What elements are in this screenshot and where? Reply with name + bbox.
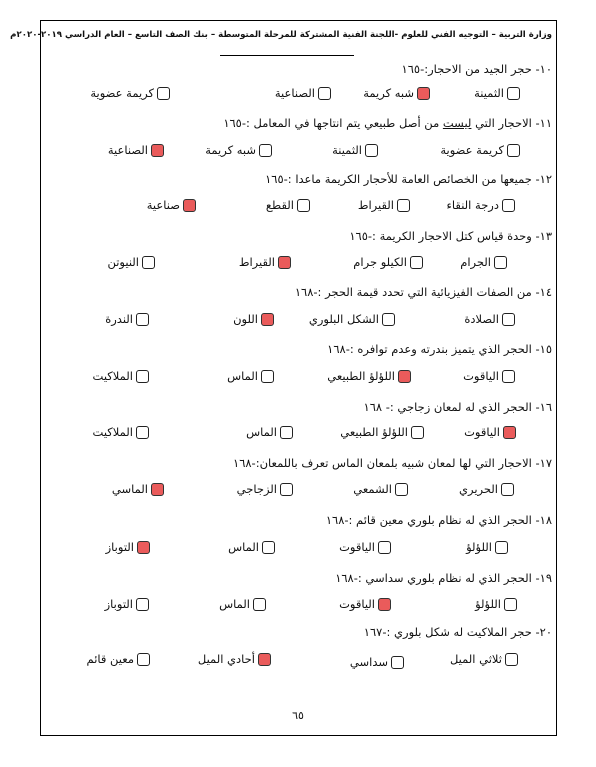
checkbox[interactable]: [280, 426, 293, 439]
question-10: ١٠- حجر الجيد من الاحجار:-١٦٥: [401, 62, 552, 76]
q19-option-4[interactable]: التوباز: [105, 597, 149, 611]
q12-option-1[interactable]: درجة النقاء: [446, 198, 515, 212]
checkbox[interactable]: [262, 541, 275, 554]
checkbox[interactable]: [297, 199, 310, 212]
checkbox[interactable]: [157, 87, 170, 100]
checkbox-selected[interactable]: [137, 541, 150, 554]
checkbox-selected[interactable]: [278, 256, 291, 269]
checkbox[interactable]: [382, 313, 395, 326]
question-11: ١١- الاحجار التي ليست من أصل طبيعي يتم انتاجها في المعامل :-١٦٥: [223, 116, 552, 130]
checkbox[interactable]: [411, 426, 424, 439]
checkbox-selected[interactable]: [398, 370, 411, 383]
q20-option-2[interactable]: سداسي: [350, 655, 404, 669]
q11-option-2[interactable]: الثمينة: [332, 143, 378, 157]
q13-option-4[interactable]: النيوتن: [107, 255, 155, 269]
checkbox[interactable]: [505, 653, 518, 666]
checkbox[interactable]: [397, 199, 410, 212]
q13-option-2[interactable]: الكيلو جرام: [353, 255, 423, 269]
q11-option-3[interactable]: شبه كريمة: [205, 143, 272, 157]
q15-option-4[interactable]: الملاكيت: [93, 369, 149, 383]
checkbox[interactable]: [507, 87, 520, 100]
q19-option-2[interactable]: الياقوت: [339, 597, 391, 611]
checkbox[interactable]: [136, 313, 149, 326]
q12-option-3[interactable]: القطع: [266, 198, 310, 212]
checkbox[interactable]: [365, 144, 378, 157]
q12-option-4[interactable]: صناعية: [147, 198, 196, 212]
question-17: ١٧- الاحجار التي لها لمعان شبيه بلمعان الماس تعرف باللمعان:-١٦٨: [233, 456, 552, 470]
checkbox[interactable]: [136, 598, 149, 611]
q16-option-2[interactable]: اللؤلؤ الطبيعي: [340, 425, 424, 439]
q10-option-3[interactable]: الصناعية: [275, 86, 331, 100]
checkbox[interactable]: [137, 653, 150, 666]
question-13: ١٣- وحدة قياس كتل الاحجار الكريمة :-١٦٥: [349, 229, 552, 243]
q11-option-1[interactable]: كريمة عضوية: [440, 143, 520, 157]
q16-option-3[interactable]: الماس: [246, 425, 293, 439]
checkbox-selected[interactable]: [151, 483, 164, 496]
checkbox[interactable]: [378, 541, 391, 554]
checkbox[interactable]: [253, 598, 266, 611]
question-20: ٢٠- حجر الملاكيت له شكل بلوري :-١٦٧: [363, 625, 552, 639]
checkbox[interactable]: [280, 483, 293, 496]
checkbox[interactable]: [136, 370, 149, 383]
header-underline: [220, 55, 354, 56]
q20-option-4[interactable]: معين قائم: [87, 652, 150, 666]
q17-option-2[interactable]: الشمعي: [353, 482, 408, 496]
q18-option-3[interactable]: الماس: [228, 540, 275, 554]
question-12: ١٢- جميعها من الخصائص العامة للأحجار الكريمة ماعدا :-١٦٥: [265, 172, 552, 186]
q13-option-3[interactable]: القيراط: [239, 255, 291, 269]
q14-option-3[interactable]: اللون: [233, 312, 274, 326]
checkbox[interactable]: [507, 144, 520, 157]
checkbox[interactable]: [142, 256, 155, 269]
page-header: وزارة التربية – التوجيه الفني للعلوم -اللجنة الفنية المشتركة للمرحلة المتوسطة – بنك الصف التاسع – العام الدراسي ٢٠١٩-٢٠٢٠م: [10, 30, 552, 40]
q20-option-3[interactable]: أحادي الميل: [198, 652, 271, 666]
q20-option-1[interactable]: ثلاثي الميل: [450, 652, 518, 666]
q18-option-1[interactable]: اللؤلؤ: [466, 540, 508, 554]
checkbox[interactable]: [395, 483, 408, 496]
q10-option-1[interactable]: الثمينة: [474, 86, 520, 100]
checkbox[interactable]: [410, 256, 423, 269]
checkbox-selected[interactable]: [378, 598, 391, 611]
q17-option-1[interactable]: الحريري: [459, 482, 514, 496]
question-19: ١٩- الحجر الذي له نظام بلوري سداسي :-١٦٨: [335, 571, 552, 585]
checkbox-selected[interactable]: [258, 653, 271, 666]
q15-option-1[interactable]: الياقوت: [463, 369, 515, 383]
checkbox[interactable]: [391, 656, 404, 669]
checkbox[interactable]: [504, 598, 517, 611]
q10-option-2[interactable]: شبه كريمة: [363, 86, 430, 100]
checkbox[interactable]: [502, 313, 515, 326]
q19-option-1[interactable]: اللؤلؤ: [475, 597, 517, 611]
checkbox[interactable]: [259, 144, 272, 157]
q12-option-2[interactable]: القيراط: [358, 198, 410, 212]
page-number: ٦٥: [292, 709, 304, 722]
q15-option-3[interactable]: الماس: [227, 369, 274, 383]
question-15: ١٥- الحجر الذي يتميز بندرته وعدم توافره :-١٦٨: [327, 342, 552, 356]
q11-option-4[interactable]: الصناعية: [108, 143, 164, 157]
question-16: ١٦- الحجر الذي له لمعان زجاجي :- ١٦٨: [363, 400, 552, 414]
checkbox[interactable]: [502, 199, 515, 212]
q16-option-4[interactable]: الملاكيت: [93, 425, 149, 439]
checkbox[interactable]: [495, 541, 508, 554]
checkbox-selected[interactable]: [261, 313, 274, 326]
q19-option-3[interactable]: الماس: [219, 597, 266, 611]
checkbox[interactable]: [261, 370, 274, 383]
q14-option-4[interactable]: الندرة: [105, 312, 149, 326]
q15-option-2[interactable]: اللؤلؤ الطبيعي: [327, 369, 411, 383]
checkbox-selected[interactable]: [417, 87, 430, 100]
q16-option-1[interactable]: الياقوت: [464, 425, 516, 439]
q10-option-4[interactable]: كريمة عضوية: [90, 86, 170, 100]
checkbox-selected[interactable]: [503, 426, 516, 439]
checkbox[interactable]: [494, 256, 507, 269]
q13-option-1[interactable]: الجرام: [460, 255, 507, 269]
q17-option-4[interactable]: الماسي: [112, 482, 164, 496]
q14-option-2[interactable]: الشكل البلوري: [309, 312, 395, 326]
q14-option-1[interactable]: الصلادة: [464, 312, 515, 326]
q17-option-3[interactable]: الزجاجي: [237, 482, 293, 496]
question-18: ١٨- الحجر الذي له نظام بلوري معين قائم :-١٦٨: [325, 513, 552, 527]
checkbox-selected[interactable]: [183, 199, 196, 212]
checkbox[interactable]: [136, 426, 149, 439]
checkbox[interactable]: [318, 87, 331, 100]
checkbox-selected[interactable]: [151, 144, 164, 157]
question-14: ١٤- من الصفات الفيزيائية التي تحدد قيمة الحجر :-١٦٨: [294, 285, 552, 299]
checkbox[interactable]: [502, 370, 515, 383]
checkbox[interactable]: [501, 483, 514, 496]
q18-option-2[interactable]: الياقوت: [339, 540, 391, 554]
q18-option-4[interactable]: التوباز: [106, 540, 150, 554]
